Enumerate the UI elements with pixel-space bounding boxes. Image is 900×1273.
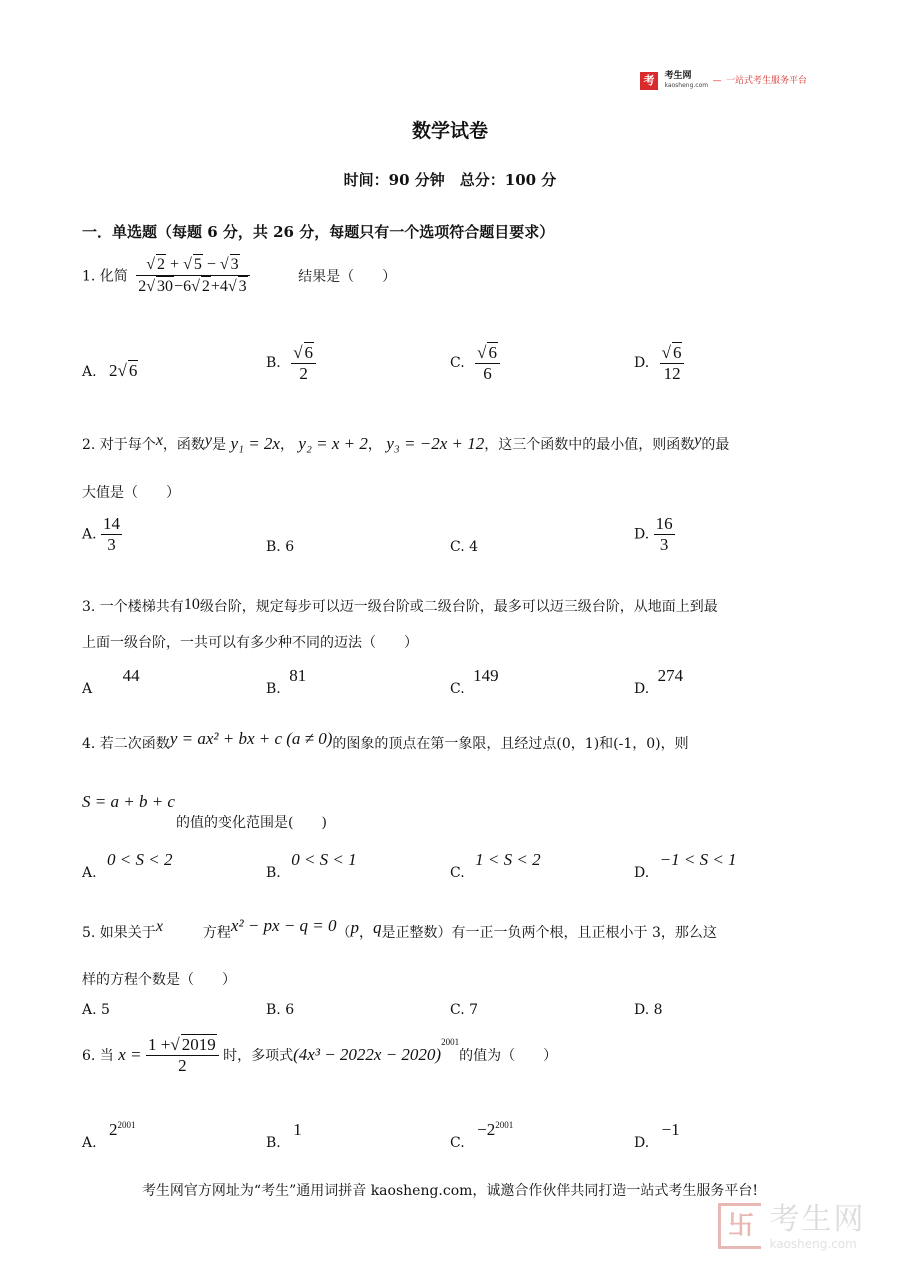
q3-option-c: C. 149: [450, 666, 499, 697]
watermark-text: 考生网: [769, 1202, 866, 1237]
q3-option-a: A 44: [82, 666, 140, 697]
logo-domain: kaosheng.com: [664, 82, 709, 89]
q3-option-d: D. 274: [634, 666, 684, 697]
q1-option-b: B. $\frac{√ 6}{2}$: [266, 342, 316, 384]
question-2-line2: 大值是（ ）: [82, 485, 180, 501]
page-title: 数学试卷: [411, 120, 488, 142]
q4-option-a: A. 0 < S < 2: [82, 850, 173, 881]
q5-option-b: B. 6: [266, 1002, 295, 1018]
question-5-line2: 样的方程个数是（ ）: [82, 972, 236, 988]
kaosheng-logo-icon: 考: [640, 72, 658, 90]
q2-option-d: D. $\frac{16}{3}$: [634, 514, 673, 554]
q6-option-d: D. −1: [634, 1120, 680, 1151]
q1-option-d: D. $\frac{√ 6}{12}$: [634, 342, 684, 384]
q1-option-a: A. 2√ 6: [82, 361, 138, 380]
q5-option-a: A. 5: [82, 1002, 110, 1018]
q6-option-c: C. $-2^{2001}$: [450, 1120, 514, 1151]
question-3-line2: 上面一级台阶，一共可以有多少种不同的迈法（ ）: [82, 635, 418, 651]
logo-slogan: 一站式考生服务平台: [726, 76, 808, 86]
q5-option-c: C. 7: [450, 1002, 479, 1018]
question-6: 6. 当 x = $\frac{1 +√ 2019}{2}$ 时，多项式$(4x^3 - 2022x - 2020)^{2001}$的值为（ ）: [82, 1035, 558, 1075]
exam-info: 时间：90 分钟 总分：100 分: [343, 171, 557, 189]
footer-notice: 考生网官方网址为“考生”通用词拼音 kaosheng.com，诚邀合作伙伴共同打造一站式考生服务平台!: [141, 1183, 759, 1199]
question-2: 2. 对于每个x，函数y是 y₁ = 2x， y₂ = x + 2， y₃ = −2x + 12，这三个函数中的最小值，则函数y的最: [82, 432, 730, 453]
question-5: 5. 如果关于x 方程x² − px − q = 0（p，q是正整数）有一正一负两个根，且正根小于 3，那么这: [82, 916, 717, 941]
question-4-line2: S = a + b + c 的值的变化范围是( ): [82, 792, 327, 831]
section-heading: 一．单选题（每题 6 分，共 26 分，每题只有一个选项符合题目要求）: [82, 223, 555, 241]
q5-option-d: D. 8: [634, 1002, 663, 1018]
logo-name: 考生网: [664, 71, 692, 81]
q2-option-c: C. 4: [450, 539, 479, 555]
watermark-logo-icon: 卐: [718, 1203, 761, 1249]
q4-option-b: B. 0 < S < 1: [266, 850, 357, 881]
q2-option-b: B. 6: [266, 539, 295, 555]
q6-option-b: B. 1: [266, 1120, 302, 1151]
watermark-domain: kaosheng.com: [769, 1237, 857, 1251]
q1-fraction: $\frac{√ 2 + √ 5 - √ 3}{2√ 30-6√ 2+4√ 3}$: [136, 254, 249, 297]
header-logo: 考 考生网 kaosheng.com — $^{一站式考生服务平台}$: [640, 72, 807, 94]
q2-option-a: A. $\frac{14}{3}$: [82, 514, 121, 554]
question-3: 3. 一个楼梯共有10级台阶，规定每步可以迈一级台阶或二级台阶，最多可以迈三级台阶，从地面上到最: [82, 596, 718, 615]
q4-option-c: C. 1 < S < 2: [450, 850, 541, 881]
q4-option-d: D. −1 < S < 1: [634, 850, 737, 881]
question-1: 1. 化简 $\frac{√ 2 + √ 5 - √ 3}{2√ 30-6√ 2+4√ 3}$ 结果是（ ）: [82, 256, 397, 295]
q6-option-a: A. $2^{2001}$: [82, 1120, 136, 1151]
watermark: [718, 1203, 865, 1251]
q3-option-b: B. 81: [266, 666, 307, 697]
q1-option-c: C. $\frac{√ 6}{6}$: [450, 342, 500, 384]
question-4: 4. 若二次函数y = ax² + bx + c (a ≠ 0)的图象的顶点在第一象限，且经过点(0，1)和(-1，0)，则: [82, 729, 689, 752]
